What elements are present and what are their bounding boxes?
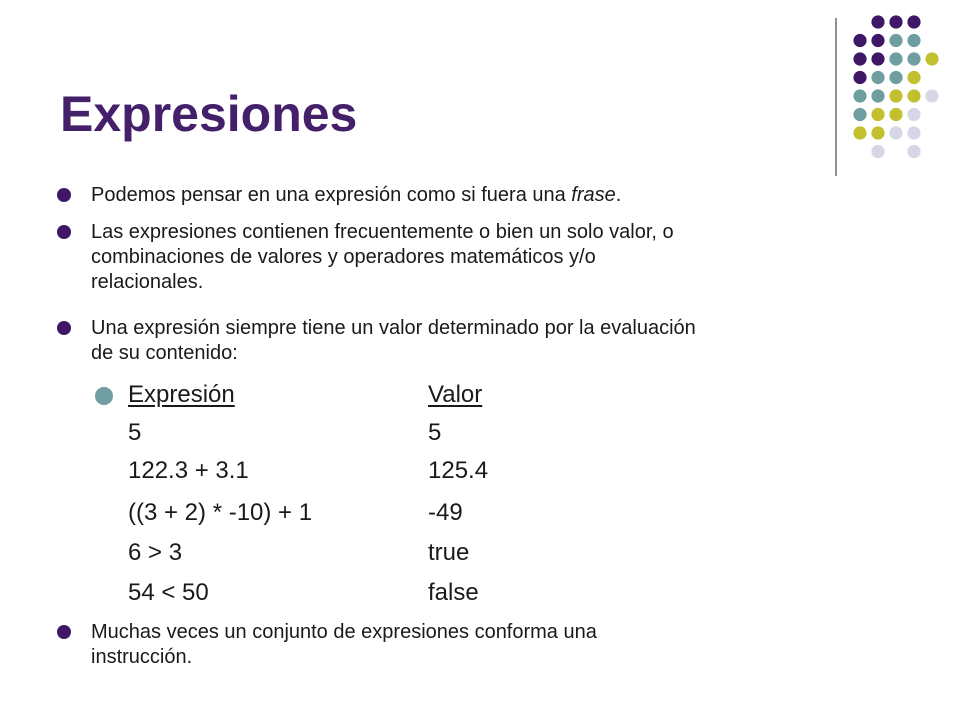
value-cell: false bbox=[428, 579, 479, 606]
decorative-dot bbox=[871, 145, 884, 158]
expression-cell: 5 bbox=[128, 419, 142, 446]
decorative-dot bbox=[907, 52, 920, 65]
decorative-dot bbox=[871, 71, 884, 84]
bullet-4-line-2: instrucción. bbox=[91, 646, 193, 668]
bullet-3-line-1: Una expresión siempre tiene un valor determinado por la evaluación bbox=[91, 317, 696, 339]
bullet-1-emphasis: frase bbox=[571, 184, 616, 206]
decorative-dot bbox=[871, 108, 884, 121]
decorative-dot bbox=[907, 108, 920, 121]
decorative-dot bbox=[907, 15, 920, 28]
decorative-dot bbox=[871, 89, 884, 102]
decorative-dot bbox=[853, 52, 866, 65]
decorative-dot bbox=[889, 52, 902, 65]
decorative-dot bbox=[889, 126, 902, 139]
value-cell: -49 bbox=[428, 499, 463, 526]
bullet-4-line-1: Muchas veces un conjunto de expresiones conforma una bbox=[91, 621, 597, 643]
bullet-2-line-2: combinaciones de valores y operadores matemáticos y/o bbox=[91, 246, 596, 268]
decorative-dot bbox=[871, 34, 884, 47]
decorative-dot bbox=[853, 89, 866, 102]
bullet-2 bbox=[91, 220, 931, 295]
decorative-dot bbox=[889, 34, 902, 47]
slide-title: Expresiones bbox=[60, 86, 358, 142]
decorative-dot bbox=[853, 126, 866, 139]
value-cell: 5 bbox=[428, 419, 442, 446]
decorative-dot bbox=[889, 108, 902, 121]
bullet-3 bbox=[91, 316, 931, 366]
decorative-dot bbox=[907, 126, 920, 139]
decorative-dot bbox=[907, 145, 920, 158]
decorative-dot bbox=[925, 89, 938, 102]
decorative-dot bbox=[871, 126, 884, 139]
expression-cell: 54 < 50 bbox=[128, 579, 209, 606]
expression-cell: 6 > 3 bbox=[128, 539, 183, 566]
decorative-dot bbox=[889, 89, 902, 102]
decorative-dot bbox=[889, 15, 902, 28]
decorative-dot bbox=[853, 71, 866, 84]
bullet-marker bbox=[57, 321, 71, 335]
decorative-dot bbox=[925, 52, 938, 65]
value-cell: 125.4 bbox=[428, 457, 489, 484]
bullet-1 bbox=[91, 183, 931, 208]
sub-bullet-marker bbox=[95, 387, 113, 405]
header-valor: Valor bbox=[428, 381, 483, 408]
bullet-2-line-3: relacionales. bbox=[91, 271, 204, 293]
decorative-dot bbox=[871, 52, 884, 65]
expression-cell: ((3 + 2) * -10) + 1 bbox=[128, 499, 313, 526]
bullet-2-line-1: Las expresiones contienen frecuentemente o bien un solo valor, o bbox=[91, 221, 674, 243]
decorative-dot bbox=[871, 15, 884, 28]
decorative-dot bbox=[907, 89, 920, 102]
decorative-dot bbox=[907, 71, 920, 84]
decorative-dot bbox=[853, 34, 866, 47]
expression-cell: 122.3 + 3.1 bbox=[128, 457, 249, 484]
bullet-3-line-2: de su contenido: bbox=[91, 342, 238, 364]
bullet-marker bbox=[57, 225, 71, 239]
header-expresion: Expresión bbox=[128, 381, 235, 408]
decorative-dot bbox=[853, 108, 866, 121]
decorative-dot bbox=[889, 71, 902, 84]
bullet-4 bbox=[91, 620, 931, 670]
bullet-1-text: Podemos pensar en una expresión como si fuera una bbox=[91, 184, 572, 206]
bullet-marker bbox=[57, 625, 71, 639]
value-cell: true bbox=[428, 539, 470, 566]
bullet-1-end: . bbox=[615, 184, 622, 206]
decorative-dot bbox=[907, 34, 920, 47]
bullet-marker bbox=[57, 188, 71, 202]
